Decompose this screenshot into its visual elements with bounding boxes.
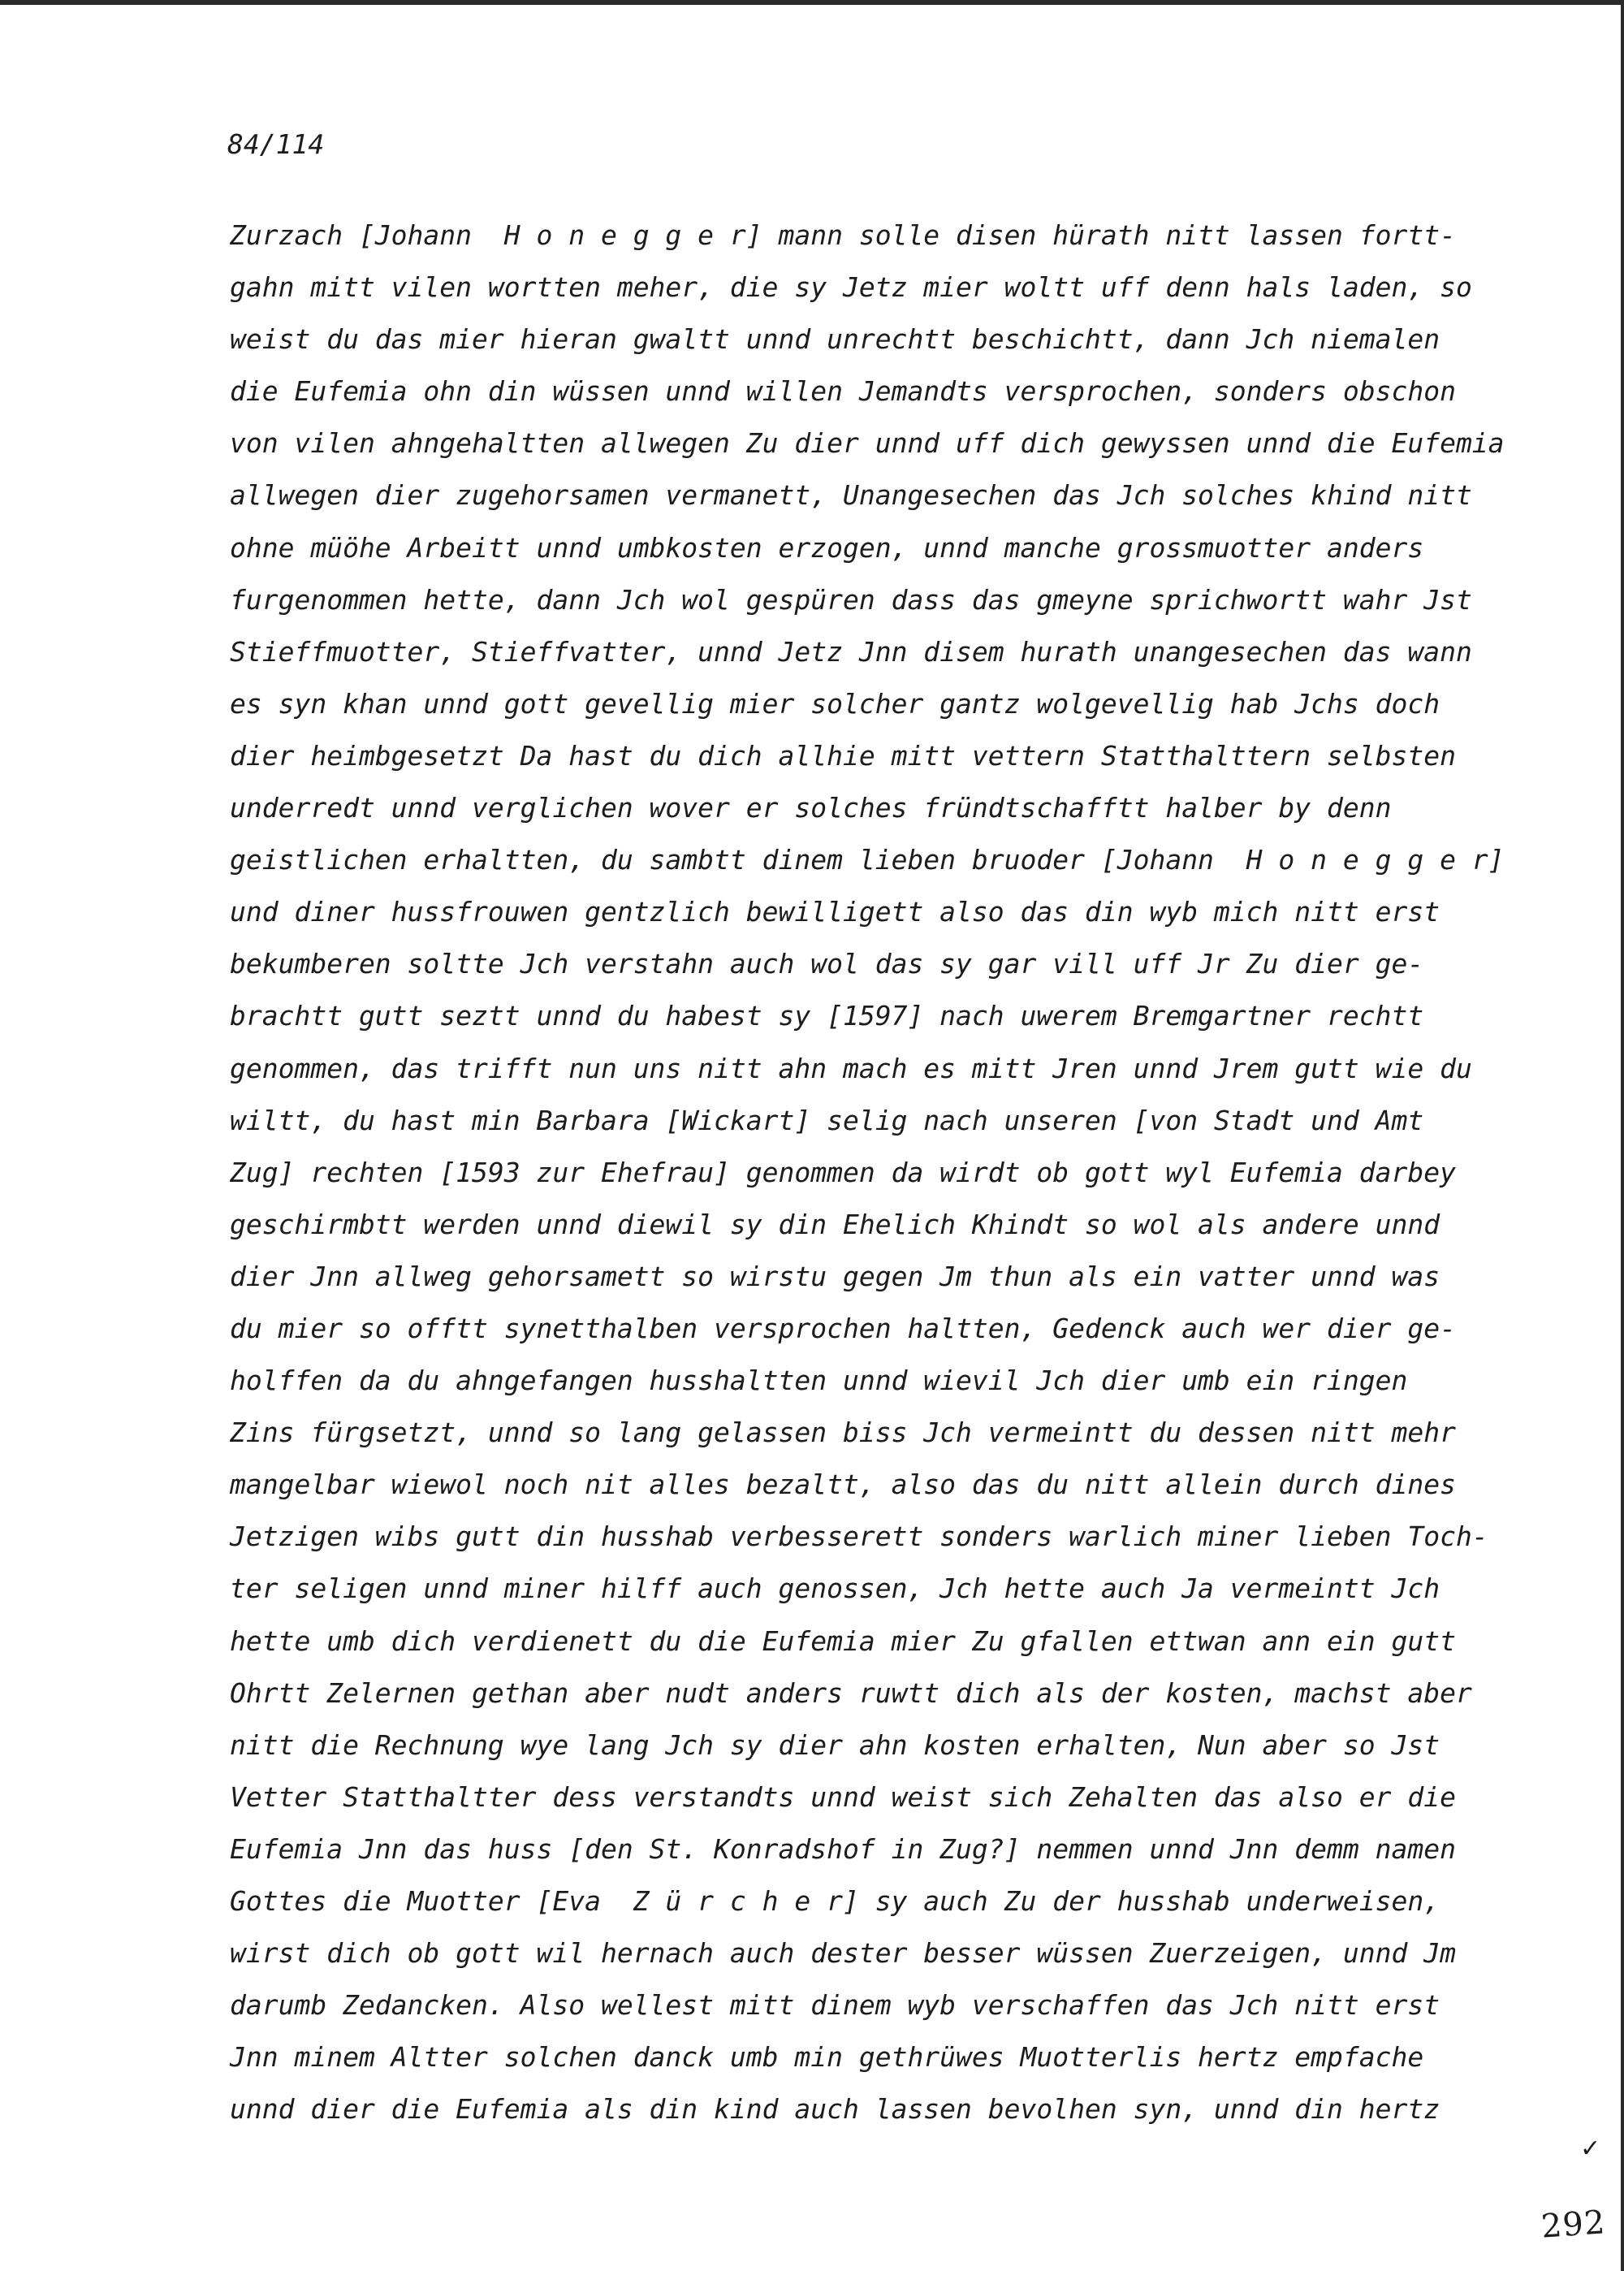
text-line: Zins fürgsetzt, unnd so lang gelassen biss Jch vermeintt du dessen nitt mehr (230, 1417, 1456, 1449)
text-line: bekumberen soltte Jch verstahn auch wol das sy gar vill uff Jr Zu dier ge- (230, 948, 1424, 980)
scan-edge-right (1621, 0, 1624, 2271)
text-line: Ohrtt Zelernen gethan aber nudt anders ruwtt dich als der kosten, machst aber (230, 1676, 1472, 1709)
text-line: underredt unnd verglichen wover er solches fründtschafftt halber by denn (230, 792, 1392, 824)
text-line: geistlichen erhaltten, du sambtt dinem lieben bruoder [Johann H o n e g g e r] (230, 844, 1505, 876)
text-line: nitt die Rechnung wye lang Jch sy dier ahn kosten erhalten, Nun aber so Jst (230, 1728, 1440, 1761)
text-line: Gottes die Muotter [Eva Z ü r c h e r] sy auch Zu der husshab underweisen, (230, 1885, 1440, 1917)
text-line: ohne müöhe Arbeitt unnd umbkosten erzogen, unnd manche grossmuotter anders (230, 531, 1424, 564)
text-line: dier heimbgesetzt Da hast du dich allhie mitt vettern Statthalttern selbsten (230, 739, 1456, 772)
text-line: hette umb dich verdienett du die Eufemia mier Zu gfallen ettwan ann ein gutt (230, 1624, 1456, 1657)
text-line: Zurzach [Johann H o n e g g e r] mann solle disen hürath nitt lassen fortt- (230, 219, 1456, 251)
text-line: wirst dich ob gott wil hernach auch dester besser wüssen Zuerzeigen, unnd Jm (230, 1937, 1456, 1970)
page-number: 84/114 (227, 128, 325, 160)
text-line: du mier so offtt synetthalben versprochen haltten, Gedenck auch wer dier ge- (230, 1312, 1456, 1344)
text-line: genommen, das trifft nun uns nitt ahn mach es mitt Jren unnd Jrem gutt wie du (230, 1052, 1472, 1084)
text-line: darumb Zedancken. Also wellest mitt dinem wyb verschaffen das Jch nitt erst (230, 1989, 1440, 2022)
handwritten-archive-number: 292 (1540, 2204, 1607, 2246)
text-line: brachtt gutt seztt unnd du habest sy [1597] nach uwerem Bremgartner rechtt (230, 1000, 1424, 1032)
text-line: dier Jnn allweg gehorsamett so wirstu gegen Jm thun als ein vatter unnd was (230, 1260, 1440, 1292)
text-line: Jnn minem Altter solchen danck umb min gethrüwes Muotterlis hertz empfache (230, 2041, 1424, 2074)
text-line: von vilen ahngehaltten allwegen Zu dier unnd uff dich gewyssen unnd die Eufemia (230, 427, 1505, 460)
text-line: es syn khan unnd gott gevellig mier solcher gantz wolgevellig hab Jchs doch (230, 687, 1440, 720)
text-line: Zug] rechten [1593 zur Ehefrau] genommen da wirdt ob gott wyl Eufemia darbey (230, 1156, 1456, 1188)
text-line: mangelbar wiewol noch nit alles bezaltt, also das du nitt allein durch dines (230, 1469, 1456, 1501)
scan-edge-top (0, 0, 1621, 5)
text-line: gahn mitt vilen wortten meher, die sy Jetz mier woltt uff denn hals laden, so (230, 271, 1472, 304)
text-line: holffen da du ahngefangen husshaltten unnd wievil Jch dier umb ein ringen (230, 1365, 1408, 1397)
text-line: die Eufemia ohn din wüssen unnd willen Jemandts versprochen, sonders obschon (230, 375, 1456, 408)
transcription-text (230, 210, 1505, 2135)
text-line: allwegen dier zugehorsamen vermanett, Unangesechen das Jch solches khind nitt (230, 479, 1472, 512)
text-line: Jetzigen wibs gutt din husshab verbesserett sonders warlich miner lieben Toch- (230, 1520, 1488, 1553)
text-line: furgenommen hette, dann Jch wol gespüren dass das gmeyne sprichwortt wahr Jst (230, 583, 1472, 616)
text-line: und diner hussfrouwen gentzlich bewilligett also das din wyb mich nitt erst (230, 896, 1440, 928)
text-line: Eufemia Jnn das huss [den St. Konradshof in Zug?] nemmen unnd Jnn demm namen (230, 1832, 1456, 1865)
margin-check-mark: ✓ (1580, 2135, 1601, 2163)
text-line: unnd dier die Eufemia als din kind auch lassen bevolhen syn, unnd din hertz (230, 2093, 1440, 2126)
text-line: weist du das mier hieran gwaltt unnd unrechtt beschichtt, dann Jch niemalen (230, 323, 1440, 356)
text-line: Stieffmuotter, Stieffvatter, unnd Jetz Jnn disem hurath unangesechen das wann (230, 635, 1472, 668)
text-line: ter seligen unnd miner hilff auch genossen, Jch hette auch Ja vermeintt Jch (230, 1572, 1440, 1605)
text-line: geschirmbtt werden unnd diewil sy din Ehelich Khindt so wol als andere unnd (230, 1208, 1440, 1240)
text-line: Vetter Statthaltter dess verstandts unnd weist sich Zehalten das also er die (230, 1780, 1456, 1813)
text-line: wiltt, du hast min Barbara [Wickart] selig nach unseren [von Stadt und Amt (230, 1104, 1424, 1136)
